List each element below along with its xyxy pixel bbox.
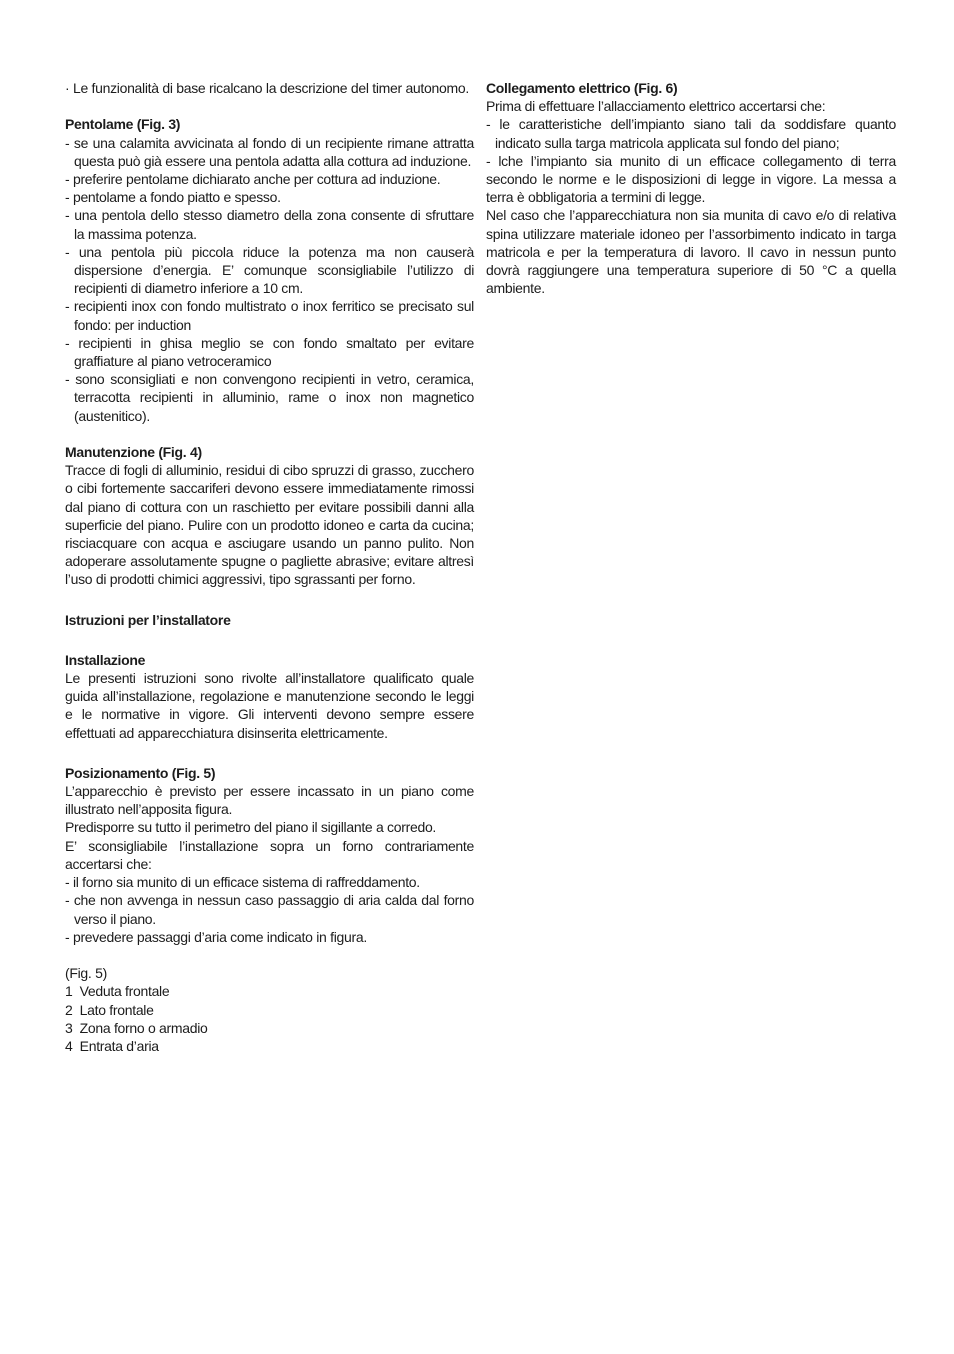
posizionamento-item: - che non avvenga in nessun caso passaggio di aria calda dal forno verso il piano.	[65, 892, 474, 927]
posizionamento-paragraph-2: Predisporre su tutto il perimetro del piano il sigillante a corredo.	[65, 819, 437, 836]
posizionamento-item: - il forno sia munito di un efficace sistema di raffreddamento.	[65, 874, 420, 891]
figure-caption: (Fig. 5)	[65, 965, 107, 982]
collegamento-intro: Prima di effettuare l’allacciamento elettrico accertarsi che:	[486, 98, 826, 115]
manutenzione-heading: Manutenzione (Fig. 4)	[65, 444, 202, 461]
pentolame-item: - una pentola più piccola riduce la potenza ma non causerà dispersione d’energia. E’ comunque sconsigliabile l’utilizzo di recipienti di diametro inferiore a 10 cm.	[65, 243, 474, 297]
posizionamento-paragraph-3: E’ sconsigliabile l’installazione sopra un forno contrariamente accertarsi che:	[65, 837, 474, 872]
intro-paragraph: · Le funzionalità di base ricalcano la descrizione del timer autonomo.	[65, 80, 469, 96]
collegamento-heading: Collegamento elettrico (Fig. 6)	[486, 80, 678, 96]
posizionamento-heading: Posizionamento (Fig. 5)	[65, 764, 216, 781]
pentolame-item: - recipienti in ghisa meglio se con fondo smaltato per evitare graffiature al piano vetroceramico	[65, 334, 474, 370]
figure-legend-item: 3 Zona forno o armadio	[65, 1019, 208, 1036]
pentolame-heading: Pentolame (Fig. 3)	[65, 116, 181, 133]
figure-legend-item: 2 Lato frontale	[65, 1001, 154, 1018]
figure-legend-item: 1 Veduta frontale	[65, 983, 170, 1000]
pentolame-item: - preferire pentolame dichiarato anche per cottura ad induzione.	[65, 171, 441, 187]
installazione-paragraph: Le presenti istruzioni sono rivolte all’installatore qualificato quale guida all’installazione, regolazione e manutenzione secondo le leggi e le normative in vigore. Gli interventi devono sempre essere effettuati ad apparecchiatura disinserita elettricamente.	[65, 670, 474, 741]
collegamento-paragraph: Nel caso che l’apparecchiatura non sia munita di cavo e/o di relativa spina utilizzare materiale idoneo per l’assorbimento indicato in targa matricola e per la temperatura di lavoro. Il cavo in nessun punto dovrà raggiungere una temperatura superiore di 50 °C a quella ambiente.	[486, 207, 896, 297]
pentolame-item: - pentolame a fondo piatto e spesso.	[65, 189, 281, 206]
collegamento-item: - le caratteristiche dell’impianto siano tali da soddisfare quanto indicato sulla targa matricola applicata sul fondo del piano;	[486, 116, 896, 151]
right-column	[486, 79, 896, 297]
figure-legend-item: 4 Entrata d’aria	[65, 1037, 159, 1054]
posizionamento-paragraph-1: L’apparecchio è previsto per essere incassato in un piano come illustrato nell’apposita figura.	[65, 783, 474, 818]
pentolame-item: - recipienti inox con fondo multistrato o inox ferritico se precisato sul fondo: per induction	[65, 298, 474, 333]
manutenzione-paragraph: Tracce di fogli di alluminio, residui di cibo spruzzi di grasso, zucchero o cibi fortemente saccariferi devono essere immediatamente rimossi dal piano di cottura con un raschietto per evitare possibili danni alla superficie del piano. Pulire con un prodotto idoneo e carta da cucina; risciacquare con acqua e asciugare usando un panno pulito. Non adoperare assolutamente spugne o pagliette abrasive; evitare altresì l’uso di prodotti chimici aggressivi, tipo sgrassanti per forno.	[65, 462, 474, 588]
collegamento-item: - lche l’impianto sia munito di un efficace collegamento di terra secondo le norme e le disposizioni di legge in vigore. La messa a terra è obbligatoria a termini di legge.	[486, 152, 896, 206]
posizionamento-item: - prevedere passaggi d’aria come indicato in figura.	[65, 928, 367, 945]
pentolame-item: - una pentola dello stesso diametro della zona consente di sfruttare la massima potenza.	[65, 207, 474, 242]
pentolame-item: - se una calamita avvicinata al fondo di un recipiente rimane attratta questa può già essere una pentola adatta alla cottura ad induzione.	[65, 134, 474, 169]
installazione-heading: Installazione	[65, 651, 146, 668]
pentolame-item: - sono sconsigliati e non convengono recipienti in vetro, ceramica, terracotta recipienti in alluminio, rame o inox non magnetico (austenitico).	[65, 371, 474, 424]
istruzioni-heading: Istruzioni per l’installatore	[65, 611, 231, 628]
left-column	[65, 79, 474, 1055]
